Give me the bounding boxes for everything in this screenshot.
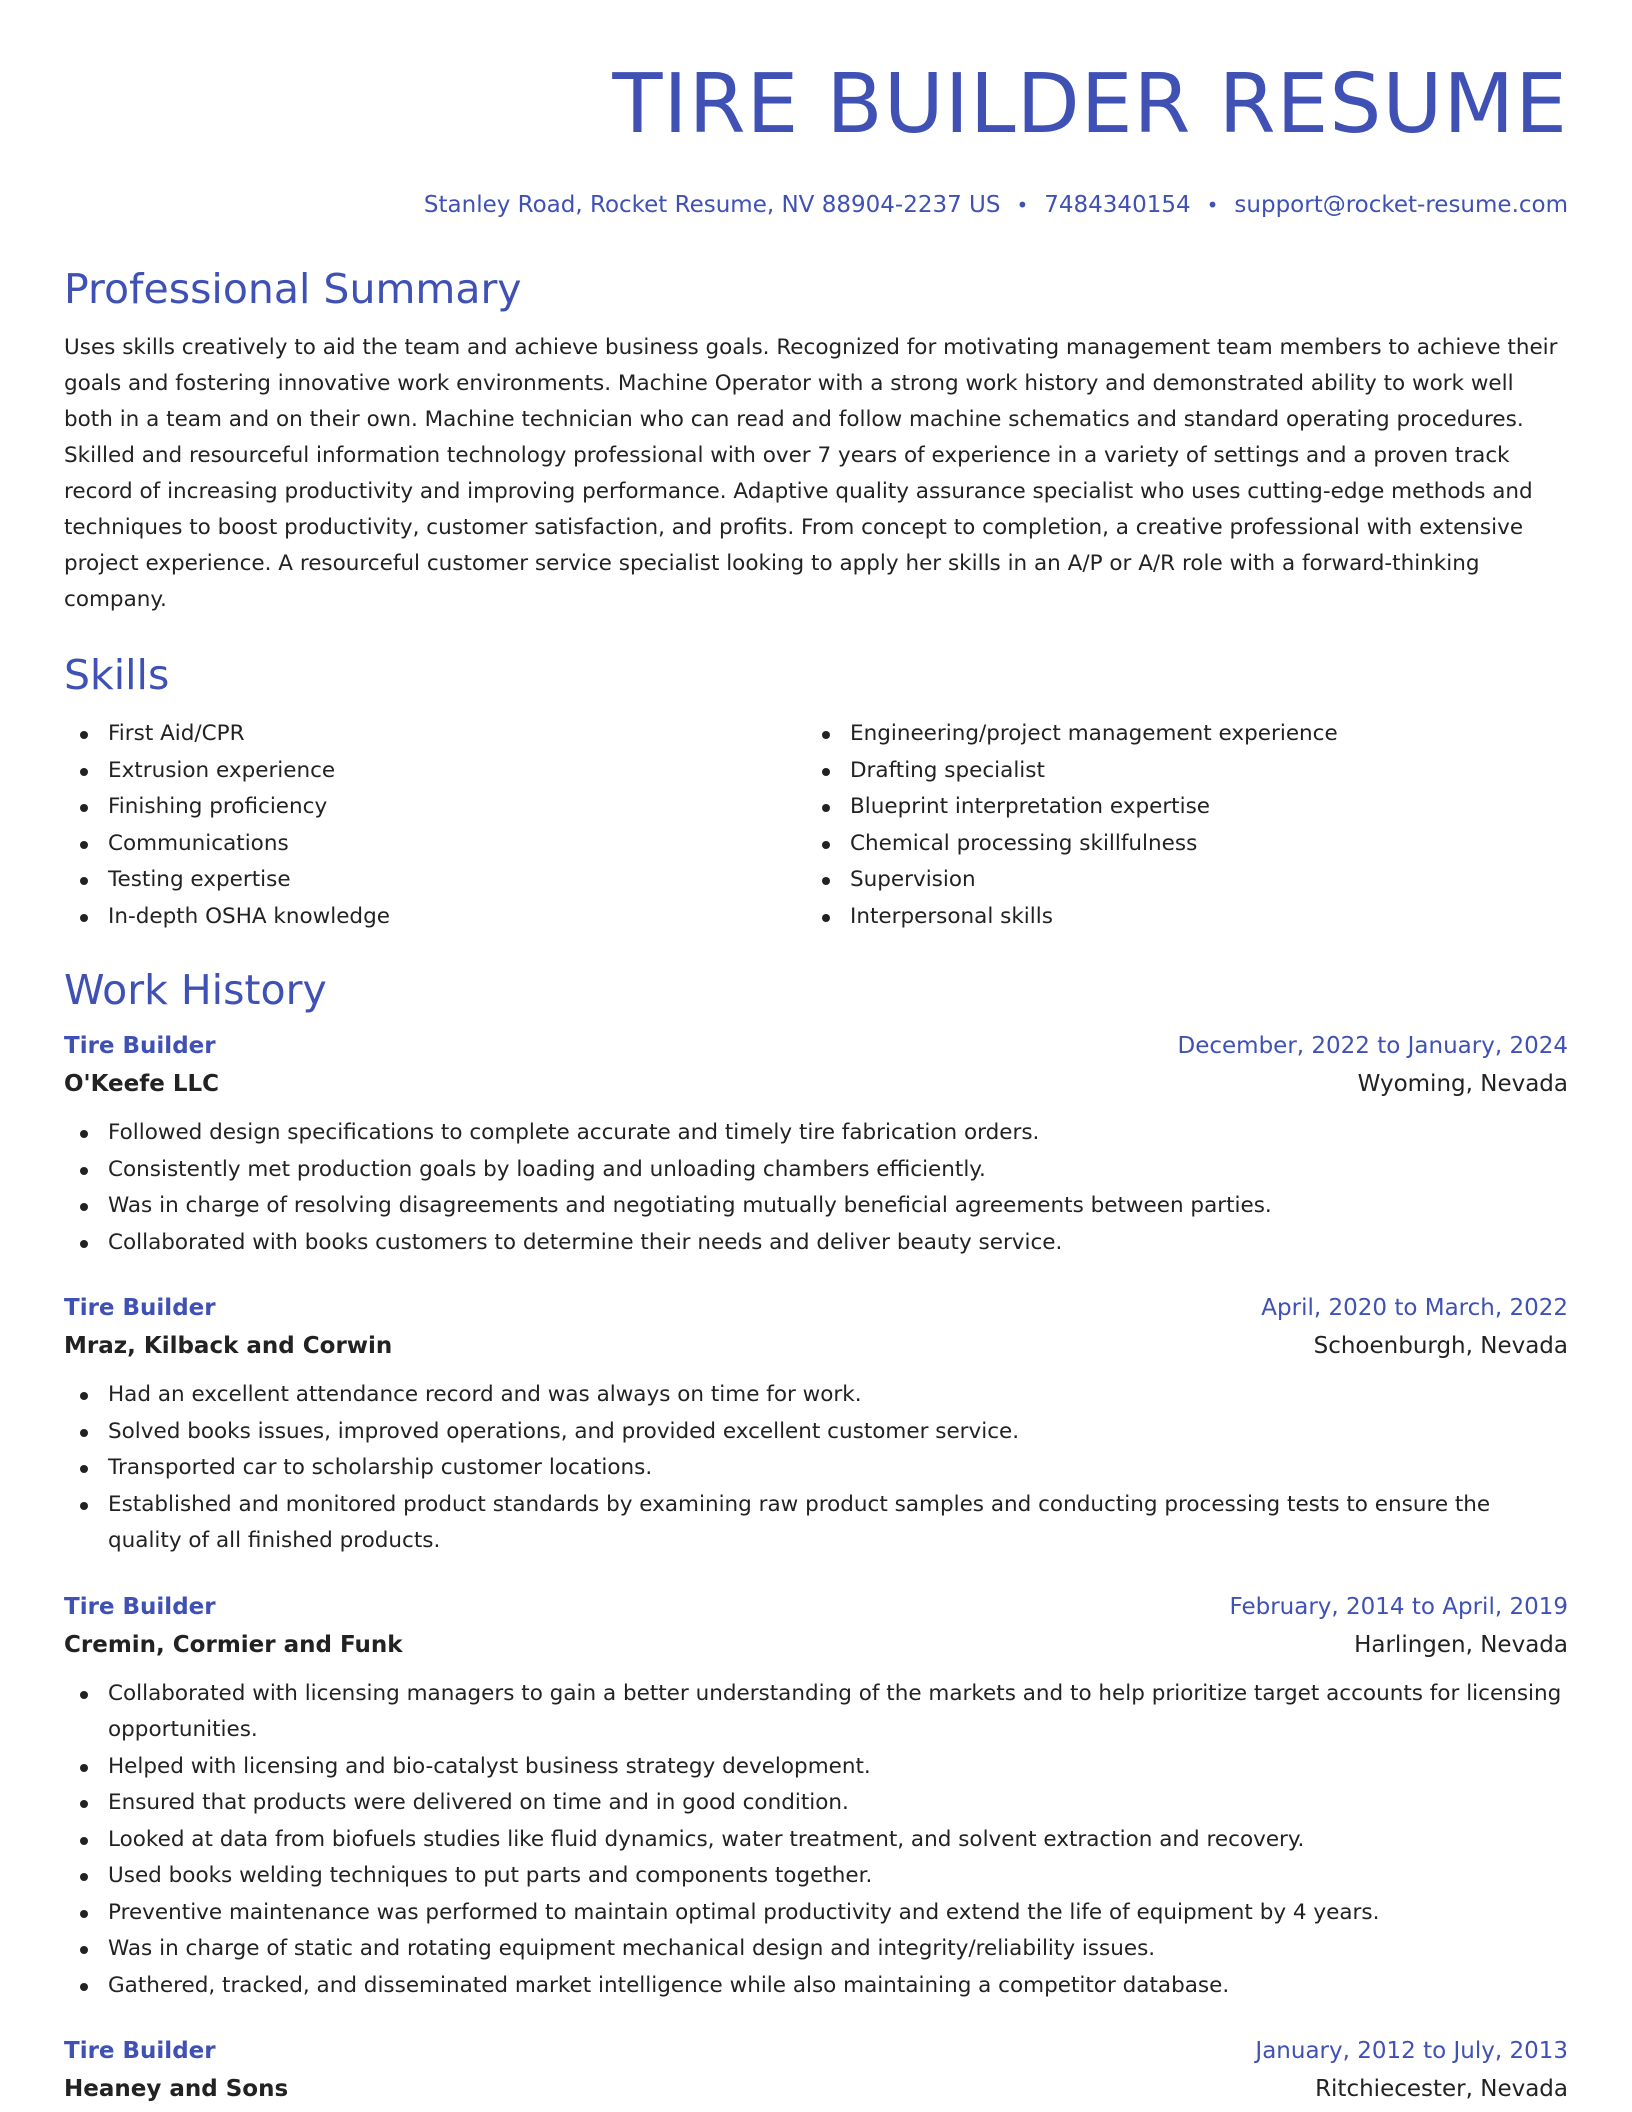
work-history-list xyxy=(64,1027,1568,2108)
duty-item xyxy=(64,1968,1568,2005)
job-location: Wyoming, Nevada xyxy=(1357,1071,1568,1097)
skills-column-right xyxy=(806,716,1548,935)
skill-item xyxy=(806,826,1548,863)
duty-item xyxy=(64,1377,1568,1414)
bullet-icon xyxy=(80,768,88,776)
duty-item xyxy=(64,1152,1568,1189)
job-location: Ritchiecester, Nevada xyxy=(1315,2076,1568,2102)
duty-item-text: Ensured that products were delivered on time and in good condition. xyxy=(108,1790,849,1815)
bullet-icon xyxy=(80,1983,88,1991)
duty-item-text: Gathered, tracked, and disseminated market intelligence while also maintaining a competitor database. xyxy=(108,1972,1230,1998)
job-title-row xyxy=(64,2032,1568,2070)
bullet-icon xyxy=(80,1764,88,1772)
job-title-row xyxy=(64,1289,1568,1327)
skill-item-text: Chemical processing skillfulness xyxy=(850,830,1198,856)
bullet-icon xyxy=(822,914,830,922)
duty-item-text: Collaborated with licensing managers to gain a better understanding of the markets and to help prioritize target accounts for licensing opportunities. xyxy=(108,1680,1562,1742)
phone: 7484340154 xyxy=(1044,192,1191,218)
contact-line xyxy=(64,188,1568,222)
skill-item-text: Finishing proficiency xyxy=(108,794,328,819)
skill-item-text: Blueprint interpretation expertise xyxy=(850,794,1211,819)
duty-item xyxy=(64,1487,1568,1560)
bullet-icon xyxy=(80,1203,88,1211)
job-location: Schoenburgh, Nevada xyxy=(1313,1333,1568,1359)
bullet-icon xyxy=(822,877,830,885)
duty-item xyxy=(64,1822,1568,1859)
job-dates: February, 2014 to April, 2019 xyxy=(1229,1593,1568,1620)
skill-item-text: In-depth OSHA knowledge xyxy=(108,903,390,929)
duty-item xyxy=(64,1414,1568,1451)
job-company-row xyxy=(64,1065,1568,1103)
email-link[interactable]: support@rocket-resume.com xyxy=(1234,192,1568,218)
job-company-row xyxy=(64,1327,1568,1365)
skill-item xyxy=(806,753,1548,790)
job-duties-list xyxy=(64,1377,1568,1560)
bullet-icon xyxy=(80,1837,88,1845)
job-title: Tire Builder xyxy=(64,1033,216,1059)
job-duties-list xyxy=(64,1676,1568,2005)
skills-column-left xyxy=(64,716,806,935)
job-entry xyxy=(64,1588,1568,2005)
separator-dot: • xyxy=(1016,193,1029,217)
duty-item xyxy=(64,1450,1568,1487)
job-company: Heaney and Sons xyxy=(64,2076,289,2102)
duty-item xyxy=(64,1225,1568,1262)
duty-item-text: Used books welding techniques to put parts and components together. xyxy=(108,1863,873,1888)
skill-item xyxy=(806,899,1548,936)
resume-title: TIRE BUILDER RESUME xyxy=(612,57,1568,152)
skill-item xyxy=(64,826,806,863)
job-company: Cremin, Cormier and Funk xyxy=(64,1631,403,1658)
skill-item-text: Testing expertise xyxy=(108,867,291,892)
job-title: Tire Builder xyxy=(64,1295,216,1321)
skill-item xyxy=(64,862,806,899)
duty-item xyxy=(64,1188,1568,1225)
job-dates: April, 2020 to March, 2022 xyxy=(1261,1295,1568,1321)
job-dates: December, 2022 to January, 2024 xyxy=(1177,1033,1568,1059)
duty-item xyxy=(64,1858,1568,1895)
bullet-icon xyxy=(822,731,830,739)
duty-item-text: Transported car to scholarship customer locations. xyxy=(108,1455,653,1480)
summary-heading: Professional Summary xyxy=(64,265,522,313)
duty-item-text: Preventive maintenance was performed to maintain optimal productivity and extend the life of equipment by 4 years. xyxy=(108,1899,1380,1925)
duty-item-text: Solved books issues, improved operations, and provided excellent customer service. xyxy=(108,1418,1020,1444)
duty-item-text: Consistently met production goals by loading and unloading chambers efficiently. xyxy=(108,1156,986,1182)
duty-item-text: Had an excellent attendance record and was always on time for work. xyxy=(108,1382,862,1407)
bullet-icon xyxy=(80,1392,88,1400)
duty-item-text: Was in charge of resolving disagreements and negotiating mutually beneficial agreements between parties. xyxy=(108,1193,1272,1218)
address: Stanley Road, Rocket Resume, NV 88904-2237 US xyxy=(423,192,1001,218)
skill-item xyxy=(64,716,806,753)
duty-item xyxy=(64,1931,1568,1968)
skill-item xyxy=(806,789,1548,826)
bullet-icon xyxy=(80,1946,88,1954)
job-location: Harlingen, Nevada xyxy=(1354,1631,1568,1658)
job-company: Mraz, Kilback and Corwin xyxy=(64,1333,393,1359)
duty-item xyxy=(64,1895,1568,1932)
skill-item xyxy=(64,789,806,826)
skill-item-text: Communications xyxy=(108,830,289,856)
duty-item xyxy=(64,1785,1568,1822)
bullet-icon xyxy=(80,877,88,885)
bullet-icon xyxy=(822,768,830,776)
skill-item-text: First Aid/CPR xyxy=(108,721,245,746)
skills-list xyxy=(64,716,1568,935)
job-entry xyxy=(64,1289,1568,1560)
bullet-icon xyxy=(80,1502,88,1510)
bullet-icon xyxy=(80,1873,88,1881)
bullet-icon xyxy=(80,1429,88,1437)
job-dates: January, 2012 to July, 2013 xyxy=(1255,2038,1568,2064)
duty-item-text: Collaborated with books customers to determine their needs and deliver beauty service. xyxy=(108,1229,1063,1255)
job-entry xyxy=(64,1027,1568,1261)
job-entry xyxy=(64,2032,1568,2108)
job-company-row xyxy=(64,1626,1568,1664)
job-company: O'Keefe LLC xyxy=(64,1071,220,1097)
job-title-row xyxy=(64,1027,1568,1065)
duty-item-text: Helped with licensing and bio-catalyst business strategy development. xyxy=(108,1753,871,1779)
bullet-icon xyxy=(80,1910,88,1918)
job-company-row xyxy=(64,2070,1568,2108)
bullet-icon xyxy=(822,804,830,812)
separator-dot: • xyxy=(1206,193,1219,217)
duty-item-text: Followed design specifications to complete accurate and timely tire fabrication orders. xyxy=(108,1120,1040,1145)
bullet-icon xyxy=(80,804,88,812)
job-duties-list xyxy=(64,1115,1568,1261)
bullet-icon xyxy=(80,1465,88,1473)
skill-item-text: Interpersonal skills xyxy=(850,903,1053,929)
duty-item-text: Established and monitored product standards by examining raw product samples and conducting processing tests to ensure the quality of all finished products. xyxy=(108,1491,1491,1553)
skill-item xyxy=(806,716,1548,753)
bullet-icon xyxy=(80,1800,88,1808)
duty-item-text: Looked at data from biofuels studies like fluid dynamics, water treatment, and solvent extraction and recovery. xyxy=(108,1826,1305,1852)
bullet-icon xyxy=(80,841,88,849)
job-title: Tire Builder xyxy=(64,1593,216,1620)
skill-item xyxy=(64,899,806,936)
duty-item xyxy=(64,1676,1568,1749)
duty-item-text: Was in charge of static and rotating equipment mechanical design and integrity/reliability issues. xyxy=(108,1936,1156,1961)
bullet-icon xyxy=(822,841,830,849)
skill-item xyxy=(806,862,1548,899)
skill-item-text: Extrusion experience xyxy=(108,757,336,783)
work-history-heading: Work History xyxy=(64,966,327,1014)
bullet-icon xyxy=(80,1167,88,1175)
bullet-icon xyxy=(80,1240,88,1248)
skill-item-text: Supervision xyxy=(850,867,976,892)
job-title-row xyxy=(64,1588,1568,1626)
duty-item xyxy=(64,1749,1568,1786)
bullet-icon xyxy=(80,731,88,739)
bullet-icon xyxy=(80,1130,88,1138)
skill-item xyxy=(64,753,806,790)
summary-text: Uses skills creatively to aid the team and achieve business goals. Recognized for motivating management team members to achieve their goals and fostering innovative work environments. Machine Operator with a strong work history and demonstrated ability to work well both in a team and on their own. Machine technician who can read and follow machine schematics and standard operating procedures. Skilled and resourceful information technology professional with over 7 years of experience in a variety of settings and a proven track record of increasing productivity and improving performance. Adaptive quality assurance specialist who uses cutting-edge methods and techniques to boost productivity, customer satisfaction, and profits. From concept to completion, a creative professional with extensive project experience. A resourceful customer service specialist looking to apply her skills in an A/P or A/R role with a forward-thinking company. xyxy=(64,335,1558,612)
skills-heading: Skills xyxy=(64,651,170,699)
job-title: Tire Builder xyxy=(64,2038,216,2064)
skill-item-text: Engineering/project management experience xyxy=(850,721,1338,746)
duty-item xyxy=(64,1115,1568,1152)
bullet-icon xyxy=(80,1691,88,1699)
skill-item-text: Drafting specialist xyxy=(850,757,1045,783)
bullet-icon xyxy=(80,914,88,922)
